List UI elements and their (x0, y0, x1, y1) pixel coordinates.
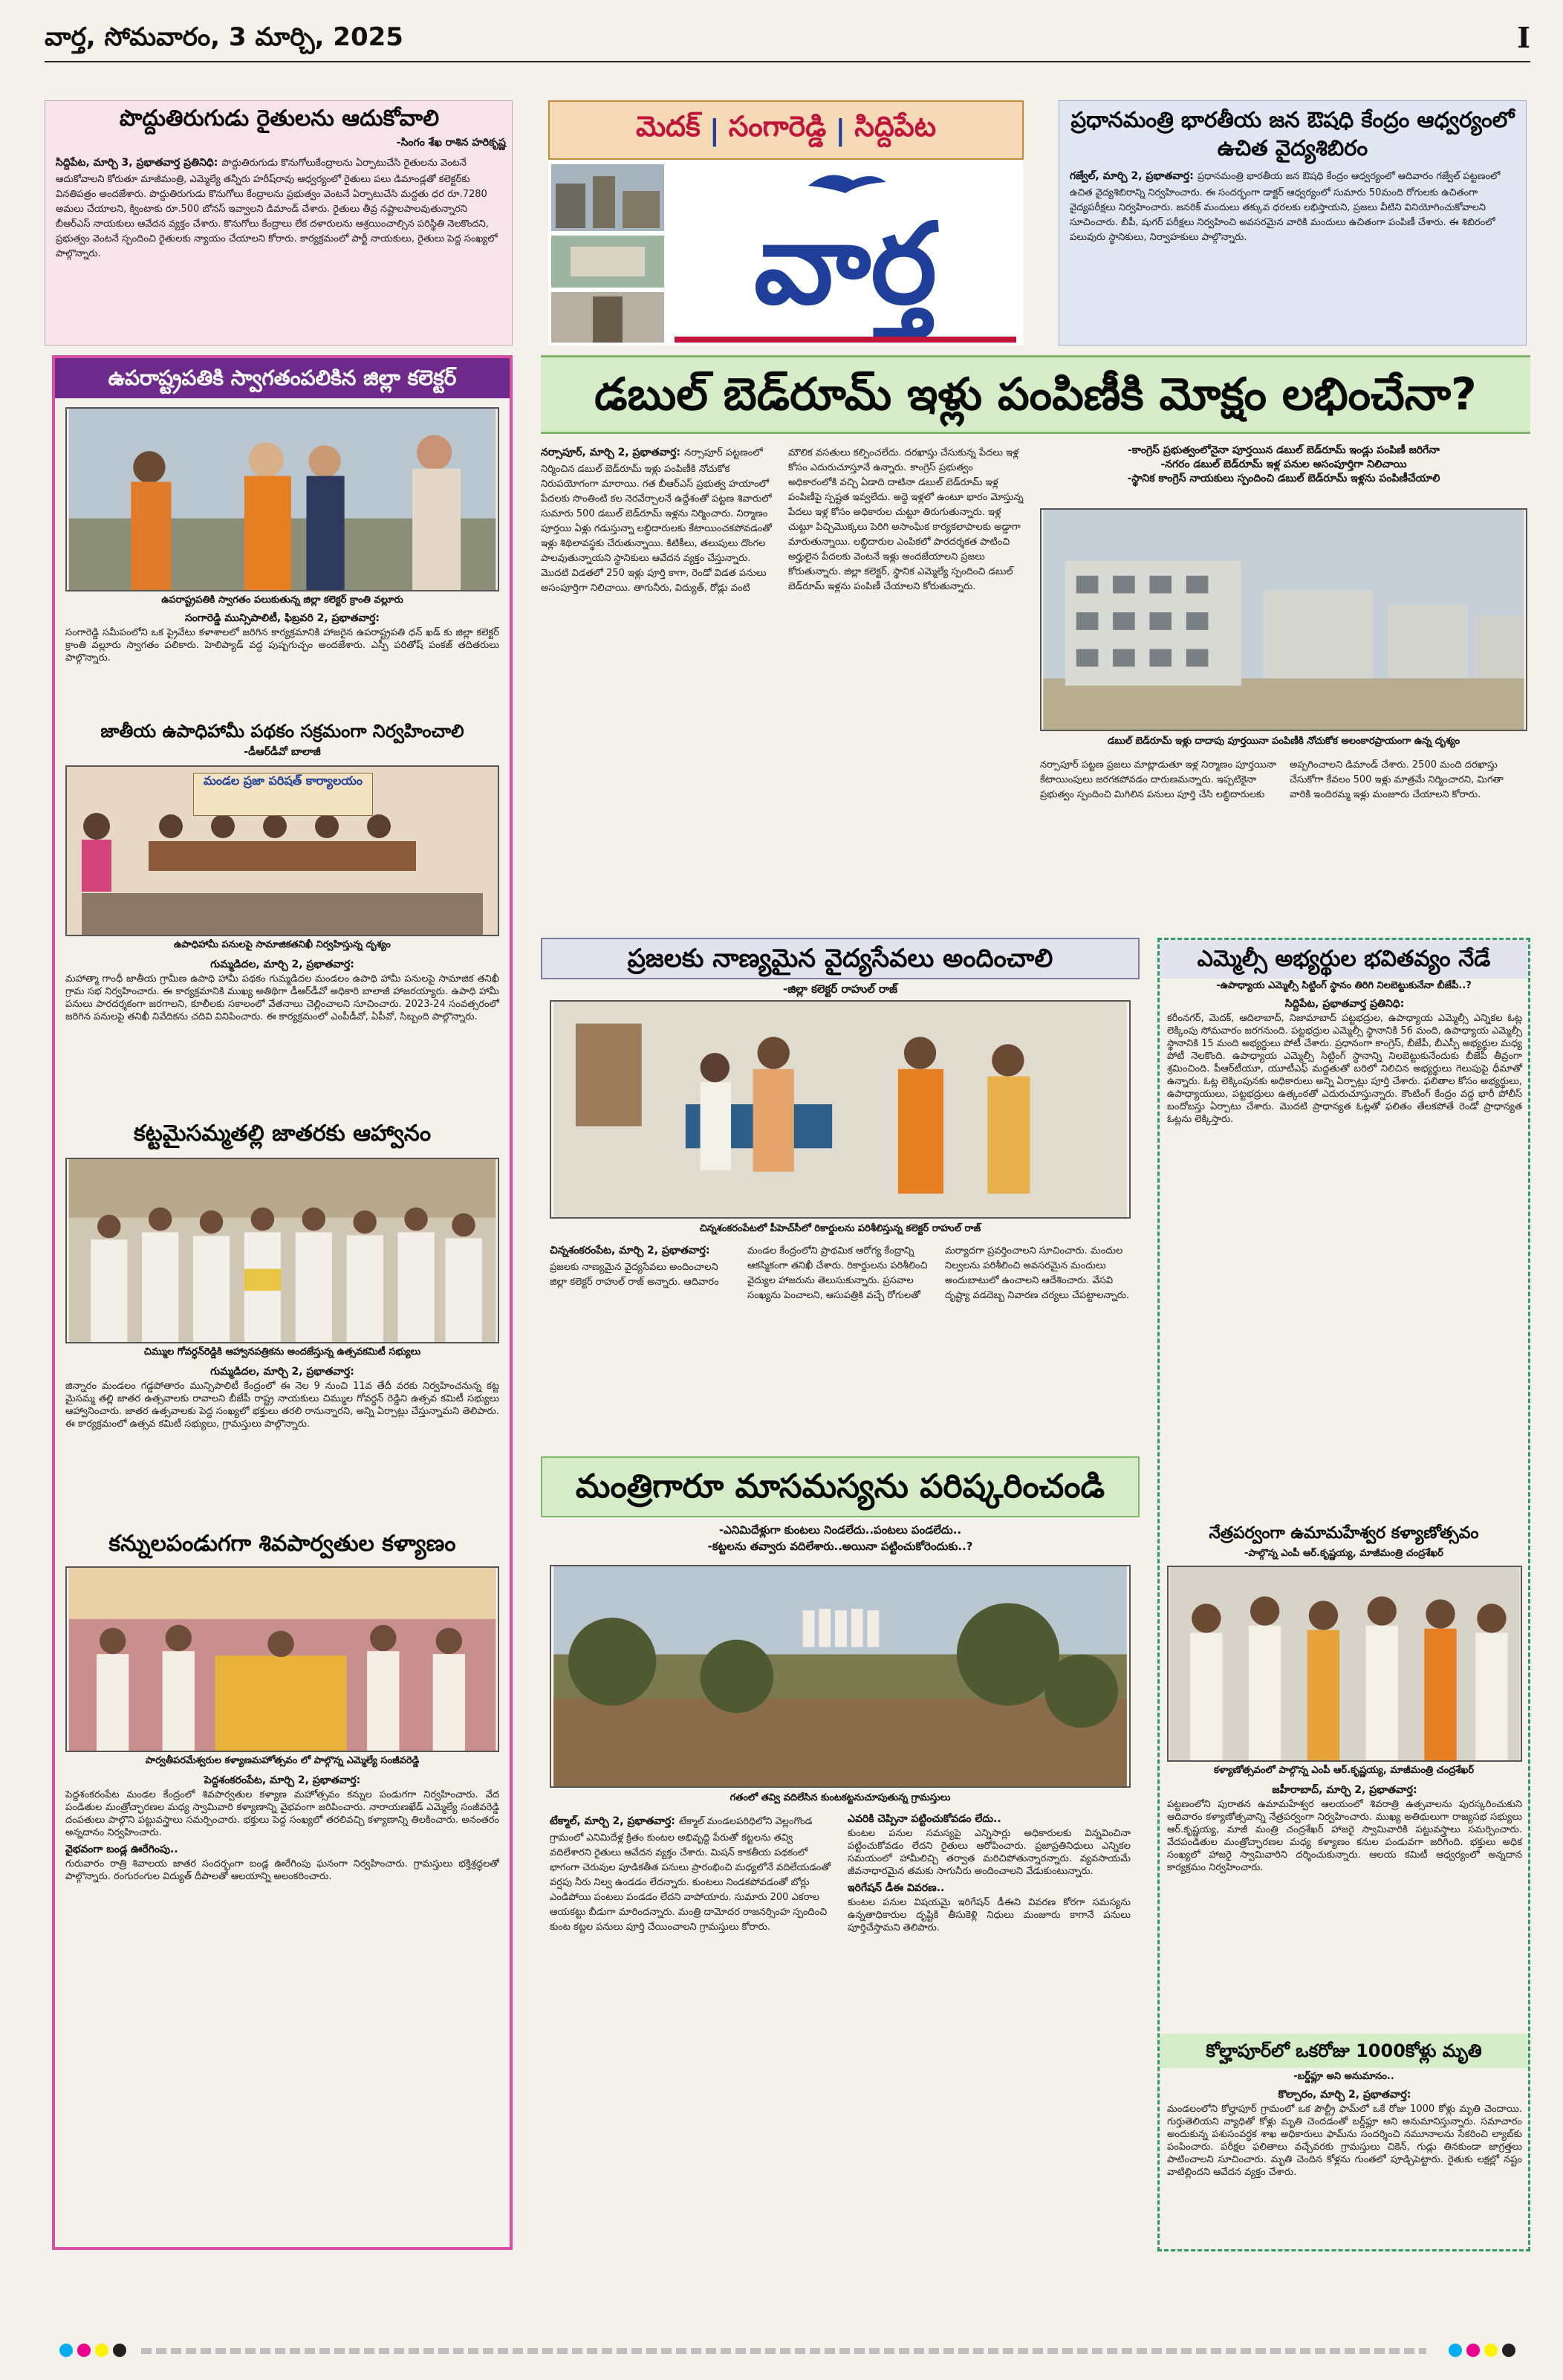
right-column (1157, 938, 1530, 2251)
headline: పొద్దుతిరుగుడు రైతులను ఆదుకోవాలి (119, 106, 440, 132)
dateline: గుమ్మడిదల, మార్చి 2, ప్రభాతవార్త: (210, 959, 354, 970)
headline-kalyanam: కన్నులపండుగగా శివపార్వతుల కళ్యాణం (108, 1531, 456, 1557)
body-text-3: నర్సాపూర్ పట్టణ ప్రజలు మాట్లాడుతూ ఇళ్ల నిర్మాణం పూర్తయినా కేటాయింపులు జరగకపోవడం దారుణమన్నారు. ఇప్పటికైనా ప్రభుత్వం స్పందించి మిగిలిన పనులు పూర్తి చేసి లబ్ధిదారులకు అప్పగించాలని డిమాండ్ చేశారు. 2500 మంది దరఖాస్తు చేసుకోగా కేవలం 500 ఇళ్లు మాత్రమే నిర్మించారని, మిగతా వారికి ఇందిరమ్మ ఇళ్లు మంజూరు చేయాలని కోరారు. (1040, 759, 1504, 800)
kicker-1: -ఎనిమిదేళ్లుగా కుంటలు నిండలేదు..పంటలు పండలేదు.. (718, 1523, 962, 1537)
byline: -పాల్గొన్న ఎంపీ ఆర్.కృష్ణయ్య, మాజీమంత్రి చంద్రశేఖర్ (1244, 1548, 1444, 1559)
photo-kalyanam (65, 1566, 499, 1752)
footer-rule (141, 2348, 1426, 2354)
body-text: మండలంలోని కోల్హాపూర్ గ్రామంలో ఒక పౌల్ట్రీ ఫామ్‌లో ఒకే రోజు 1000 కోళ్లు మృతి చెందాయి. గుర్తుతెలియని వ్యాధితో కోళ్లు మృతి చెందడంతో బర్డ్‌ఫ్లూ అని అనుమానిస్తున్నారు. సమాచారం అందుకున్న పశుసంవర్ధక శాఖ అధికారులు ఫామ్‌ను సందర్శించి నమూనాలను సేకరించి ల్యాబ్‌కు పంపించారు. పరీక్షల ఫలితాలు వచ్చేవరకు గ్రామస్తులు చికెన్, గుడ్లు తినకుండా జాగ్రత్తలు పాటించాలని సూచించారు. మృతి చెందిన కోళ్లను గుంతలో పూడ్చిపెట్టారు. రైతుకు లక్షల్లో నష్టం వాటిల్లిందని ఆవేదన వ్యక్తం చేశారు. (1167, 2104, 1522, 2178)
dateline: గజ్వేల్, మార్చి 2, ప్రభాతవార్త: (1070, 170, 1194, 182)
lead-banner (541, 355, 1530, 434)
minister-story (541, 1456, 1140, 2251)
masthead (548, 100, 1024, 346)
reg-dot-2 (77, 2344, 91, 2357)
headline: మంత్రిగారూ మాసమస్యను పరిష్కరించండి (541, 1456, 1140, 1517)
health-story (541, 938, 1140, 1309)
paper-logo: వార్త (753, 198, 938, 329)
reg-dot-4 (113, 2344, 126, 2357)
kicker-2: -కట్టలను తవ్వారు వదిలేశారు..అయినా పట్టించుకోరెందుకు..? (707, 1540, 973, 1553)
body-text: పెద్దశంకరంపేట మండల కేంద్రంలో శివపార్వతుల కళ్యాణ మహోత్సవం కన్నుల పండుగగా నిర్వహించారు. వేద పండితుల మంత్రోచ్ఛారణల మధ్య స్వామివారి కళ్యాణాన్ని వైభవంగా జరిపించారు. నారాయణఖేడ్ ఎమ్మెల్యే సంజీవరెడ్డి దంపతులు పాల్గొని పట్టువస్త్రాలు సమర్పించారు. భక్తులు పెద్ద సంఖ్యలో తరలివచ్చి కళ్యాణాన్ని తిలకించారు. అనంతరం అన్నదానం నిర్వహించారు. (65, 1789, 499, 1838)
byline: -సింగం శేఖ రాశిన హరికృష్ణ (396, 137, 506, 149)
kicker-2: -నగరం డబుల్ బెడ్‌రూమ్ ఇళ్ల పనుల అసంపూర్తిగా నిలిచాయి (1160, 458, 1407, 470)
body-text: పొద్దుతిరుగుడు కొనుగోలుకేంద్రాలను ఏర్పాటుచేసి రైతులను వెంటనే ఆదుకోవాలని కోరుతూ మాజీమంత్రి, ఎమ్మెల్యే తన్నీరు హరీష్‌రావు ఆధ్వర్యంలో రైతులు పలు డిమాండ్లతో కలెక్టర్‌కు వినతిపత్రం అందజేశారు. పొద్దుతిరుగుడు కొనుగోలు కేంద్రాలను ప్రభుత్వం వెంటనే ఏర్పాటుచేసి మద్దతు ధర రూ.7280 అమలు చేయాలని, క్వింటాకు రూ.500 బోనస్ ఇవ్వాలని డిమాండ్ చేశారు. రైతులు తీవ్ర నష్టాలపాలవుతున్నారని బీఆర్ఎస్ నాయకులు ఆవేదన వ్యక్తం చేశారు. కొనుగోలు కేంద్రాలు లేక దళారులను ఆశ్రయించాల్సిన పరిస్థితి నెలకొందని, ప్రభుత్వం వెంటనే స్పందించి రైతులకు న్యాయం చేయాలని కోరారు. కార్యక్రమంలో పార్టీ నాయకులు, రైతులు పెద్ద సంఖ్యలో పాల్గొన్నారు. (56, 158, 498, 259)
caption: చిమ్ముల గోవర్ధన్‌రెడ్డికి ఆహ్వానపత్రికను అందజేస్తున్న ఉత్సవకమిటీ సభ్యులు (143, 1346, 421, 1358)
body-text: పట్టణంలోని పురాతన ఉమామహేశ్వర ఆలయంలో శివరాత్రి ఉత్సవాలను పురస్కరించుకుని ఆదివారం కళ్యాణోత్సవాన్ని నేత్రపర్వంగా నిర్వహించారు. ముఖ్య అతిథులుగా రాజ్యసభ సభ్యులు ఆర్.కృష్ణయ్య, మాజీ మంత్రి చంద్రశేఖర్ హాజరై స్వామివారికి పట్టువస్త్రాలు సమర్పించారు. వేదపండితుల మంత్రోచ్ఛారణల మధ్య కళ్యాణం కనుల పండువగా జరిగింది. భక్తులు అధిక సంఖ్యలో హాజరై స్వామివారిని దర్శించుకున్నారు. ఆలయ కమిటీ ఆధ్వర్యంలో అన్నదాన కార్యక్రమం నిర్వహించారు. (1167, 1799, 1522, 1873)
caption: పార్వతీపరమేశ్వరుల కళ్యాణమహోత్సవం లో పాల్గొన్న ఎమ్మెల్యే సంజీవరెడ్డి (145, 1755, 420, 1766)
dateline: జహీరాబాద్, మార్చి 2, ప్రభాతవార్త: (1272, 1784, 1417, 1796)
body-text-2: కాంగ్రెస్ ప్రభుత్వం అధికారంలోకి వచ్చి ఏడాది దాటినా డబుల్ బెడ్‌రూమ్ ఇళ్ల పంపిణీపై స్పష్టత ఇవ్వలేదు. అద్దె ఇళ్లలో ఉంటూ భారం మోస్తున్న పేదలు ఇళ్ల కోసం అధికారుల చుట్టూ తిరుగుతున్నారు. ఇళ్ల చుట్టూ పిచ్చిమొక్కలు పెరిగి అసాంఘిక కార్యకలాపాలకు అడ్డాగా మారుతున్నాయి. లబ్ధిదారుల ఎంపికలో పారదర్శకత పాటించి అర్హులైన పేదలకు వెంటనే ఇళ్లు అందజేయాలని ప్రజలు కోరుతున్నారు. జిల్లా కలెక్టర్, స్థానిక ఎమ్మెల్యే స్పందించి డబుల్ బెడ్‌రూమ్ ఇళ్లను పంపిణీ చేయాలని కోరుతున్నారు. (788, 462, 1024, 592)
photo-jatara-invite (65, 1158, 499, 1343)
headline-wedding: నేత్రపర్వంగా ఉమామహేశ్వర కళ్యాణోత్సవం (1209, 1524, 1479, 1543)
body-text: నర్సాపూర్ పట్టణంలో నిర్మించిన డబుల్ బెడ్‌రూమ్ ఇళ్లు పంపిణీకి నోచుకోక నిరుపయోగంగా మారాయి. గత బీఆర్ఎస్ ప్రభుత్వ హయాంలో పేదలకు సొంతింటి కల నెరవేర్చాలనే ఉద్దేశంతో పట్టణ శివారులో సుమారు 500 డబుల్ బెడ్‌రూమ్ ఇళ్లను నిర్మించారు. నిర్మాణం పూర్తయి ఏళ్లు గడుస్తున్నా లబ్ధిదారులకు కేటాయించకపోవడంతో ఇళ్లు శిథిలావస్థకు చేరుతున్నాయి. కిటికీలు, తలుపులు దొంగల పాలవుతున్నాయని స్థానికులు ఆవేదన వ్యక్తం చేస్తున్నారు. మొదటి విడతలో 250 ఇళ్లు పూర్తి కాగా, రెండో విడత పనులు అసంపూర్తిగా నిలిచాయి. తాగునీరు, విద్యుత్, రోడ్లు వంటి మౌలిక వసతులు కల్పించలేదు. దరఖాస్తు చేసుకున్న పేదలు ఇళ్ల కోసం ఎదురుచూస్తూనే ఉన్నారు. (541, 447, 1019, 594)
lead-headline: డబుల్ బెడ్‌రూమ్ ఇళ్లు పంపిణీకి మోక్షం లభించేనా? (594, 369, 1477, 421)
office-board: మండల ప్రజా పరిషత్ కార్యాలయం (193, 773, 373, 816)
headline-collector: ఉపరాష్ట్రపతికి స్వాగతంపలికిన జిల్లా కలెక్టర్ (55, 358, 510, 398)
byline: -బర్డ్‌ఫ్లూ అని అనుమానం.. (1293, 2071, 1394, 2082)
dateline: టేక్మాల్, మార్చి 2, ప్రభాతవార్త: (550, 1815, 675, 1827)
reg-dot-5 (1449, 2344, 1462, 2357)
body-text: కరీంనగర్, మెదక్, ఆదిలాబాద్, నిజామాబాద్ పట్టభద్రుల, ఉపాధ్యాయ ఎమ్మెల్సీ ఎన్నికల ఓట్ల లెక్కింపు సోమవారం జరగనుంది. పట్టభద్రుల ఎమ్మెల్సీ స్థానానికి 56 మంది, ఉపాధ్యాయ ఎమ్మెల్సీ స్థానానికి 15 మంది అభ్యర్థులు పోటీ చేశారు. ప్రధానంగా కాంగ్రెస్, బీజేపీ, బీఎస్పీ అభ్యర్థుల మధ్య పోటీ నెలకొంది. ఉపాధ్యాయ ఎమ్మెల్సీ సిట్టింగ్ స్థానాన్ని నిలబెట్టుకునేందుకు బీజేపీ తీవ్రంగా శ్రమించింది. పీఆర్‌టీయూ, యూటీఎఫ్ మద్దతుతో బరిలో నిలిచిన అభ్యర్థులు గెలుపుపై ధీమాతో ఉన్నారు. ఓట్ల లెక్కింపునకు అధికారులు అన్ని ఏర్పాట్లు పూర్తి చేశారు. ఫలితాల కోసం అభ్యర్థులు, ఉపాధ్యాయులు, పట్టభద్రులు ఉత్కంఠతో ఎదురుచూస్తున్నారు. కౌంటింగ్ కేంద్రం వద్ద భారీ పోలీస్ బందోబస్తు ఏర్పాటు చేశారు. మొదటి ప్రాధాన్యత ఓట్లతో ఫలితం తేలకపోతే రెండో ప్రాధాన్యత ఓట్లను లెక్కిస్తారు. (1167, 1013, 1522, 1125)
headline-mlc: ఎమ్మెల్సీ అభ్యర్థుల భవితవ్యం నేడే (1160, 940, 1528, 979)
photo-phc-inspection (550, 1000, 1131, 1219)
dateline: చిన్నశంకరంపేట, మార్చి 2, ప్రభాతవార్త: (550, 1245, 710, 1257)
headline-nrega: జాతీయ ఉపాధిహామీ పథకం సక్రమంగా నిర్వహించాలి (100, 721, 464, 742)
caption: ఉపాధిహామీ పనులపై సామాజికతనిఖీ నిర్వహిస్తున్న దృశ్యం (174, 939, 391, 950)
reg-dot-3 (95, 2344, 108, 2357)
lead-body (541, 444, 1024, 905)
caption: ఉపరాష్ట్రపతికి స్వాగతం పలుకుతున్న జిల్లా కలెక్టర్ క్రాంతి వల్లూరు (161, 594, 403, 606)
byline: -డీఆర్‌డీవో బాలాజీ (244, 746, 321, 758)
body-text: ప్రజలకు నాణ్యమైన వైద్యసేవలు అందించాలని జిల్లా కలెక్టర్ రాహుల్ రాజ్ అన్నారు. ఆదివారం మండల కేంద్రంలోని ప్రాథమిక ఆరోగ్య కేంద్రాన్ని ఆకస్మికంగా తనిఖీ చేశారు. రికార్డులను పరిశీలించి వైద్యుల హాజరును తెలుసుకున్నారు. ప్రసవాల సంఖ్యను పెంచాలని, ఆసుపత్రికి వచ్చే రోగులతో మర్యాదగా ప్రవర్తించాలని సూచించారు. మందుల నిల్వలను పరిశీలించి అవసరమైన మందులు అందుబాటులో ఉంచాలని ఆదేశించారు. వేసవి దృష్ట్యా వడదెబ్బ నివారణ చర్యలు చేపట్టాలన్నారు. (550, 1245, 1130, 1301)
dateline: పెద్దశంకరంపేట, మార్చి 2, ప్రభాతవార్త: (204, 1774, 361, 1786)
photo-social-audit (65, 765, 499, 936)
page-dateline: వార్త, సోమవారం, 3 మార్చి, 2025 (45, 22, 403, 52)
reg-dot-7 (1484, 2344, 1498, 2357)
kicker: -ఉపాధ్యాయ ఎమ్మెల్సీ సిట్టింగ్ స్థానం తిరిగి నిలబెట్టుకునేనా బీజేపీ..? (1216, 980, 1472, 991)
district-sangareddy: సంగారెడ్డి (728, 110, 827, 143)
caption: డబుల్ బెడ్‌రూమ్ ఇళ్లు దాదాపు పూర్తయినా పంపిణీకి నోచుకోక అలంకారప్రాయంగా ఉన్న దృశ్యం (1107, 736, 1460, 747)
page-number: I (1517, 21, 1530, 54)
dateline: సిద్దిపేట, ప్రభాతవార్త ప్రతినిధి: (1284, 998, 1405, 1010)
photo-pond-bund (550, 1565, 1131, 1788)
byline: -జిల్లా కలెక్టర్ రాహుల్ రాజ్ (782, 982, 898, 996)
caption: గతంలో తవ్వి వదిలేసిన కుంటకట్టనుచూపుతున్న గ్రామస్తులు (729, 1792, 951, 1803)
subhead: వైభవంగా బండ్ల ఊరేగింపు.. (65, 1844, 178, 1855)
top-right-story (1059, 100, 1527, 346)
reg-dot-6 (1466, 2344, 1480, 2357)
district-medak: మెదక్ (635, 110, 701, 143)
masthead-photos (548, 161, 667, 346)
subhead-1: ఎవరికి చెప్పినా పట్టించుకోవడం లేదు.. (848, 1813, 1001, 1825)
dateline: కొల్చారం, మార్చి 2, ప్రభాతవార్త: (1278, 2089, 1411, 2101)
top-left-story (45, 100, 513, 346)
body-text: సంగారెడ్డి సమీపంలోని ఒక ప్రైవేటు కళాశాలలో జరిగిన కార్యక్రమానికి హాజరైన ఉపరాష్ట్రపతి ధన్ ఖడ్ కు జిల్లా కలెక్టర్ క్రాంతి వల్లూరు స్వాగతం పలికారు. హెలిప్యాడ్ వద్ద పుష్పగుచ్ఛం అందజేశారు. ఎస్పీ పరితోష్ పంకజ్ తదితరులు పాల్గొన్నారు. (65, 627, 499, 664)
left-column (52, 355, 513, 2250)
dateline: సంగారెడ్డి మున్సిపాలిటీ, ఫిబ్రవరి 2, ప్రభాతవార్త: (184, 612, 380, 624)
kicker-1: -కాంగ్రెస్ ప్రభుత్వంలోనైనా పూర్తయిన డబుల్ బెడ్‌రూమ్ ఇండ్లు పంపిణీ జరిగేనా (1128, 444, 1440, 456)
body-text-3: కుంటల పనుల విషయమై ఇరిగేషన్ డీఈని వివరణ కోరగా సమస్యను ఉన్నతాధికారుల దృష్టికి తీసుకెళ్లి నిధులు మంజూరు కాగానే పనులు పూర్తిచేస్తామని తెలిపారు. (848, 1897, 1131, 1933)
dateline: నర్సాపూర్, మార్చి 2, ప్రభాతవార్త: (541, 447, 680, 458)
lead-body-right (1040, 756, 1527, 905)
headline: ప్రజలకు నాణ్యమైన వైద్యసేవలు అందించాలి (541, 938, 1140, 979)
headline: ప్రధానమంత్రి భారతీయ జన ఔషధి కేంద్రం ఆధ్వర్యంలో ఉచిత వైద్యశిబిరం (1070, 107, 1515, 160)
subhead-2: ఇరిగేషన్ డీఈ వివరణ.. (848, 1882, 945, 1894)
lead-kickers (1040, 444, 1527, 504)
kicker-3: -స్థానిక కాంగ్రెస్ నాయకులు స్పందించి డబుల్ బెడ్‌రూమ్ ఇళ్లను పంపిణీచేయాలి (1127, 473, 1440, 484)
body-text-2: గురువారం రాత్రి శివాలయ జాతర సందర్భంగా బండ్ల ఊరేగింపు ఘనంగా నిర్వహించారు. గ్రామస్తులు భక్తిశ్రద్ధలతో పాల్గొన్నారు. రంగురంగుల విద్యుత్ దీపాలతో ఆలయాన్ని అలంకరించారు. (65, 1858, 499, 1882)
minister-body (550, 1813, 1131, 2251)
dateline: సిద్దిపేట, మార్చి 3, ప్రభాతవార్త ప్రతినిధి: (56, 157, 218, 169)
logo-underline (675, 337, 1016, 343)
photo-double-bedroom (1040, 508, 1527, 731)
photo-wedding (1167, 1566, 1522, 1762)
body-text: మహాత్మా గాంధీ జాతీయ గ్రామీణ ఉపాధి హామీ పథకం గుమ్మడిదల మండలం ఉపాధి హామీ పనులపై సామాజిక తనిఖీ గ్రామ సభ నిర్వహించారు. ఈ కార్యక్రమానికి ముఖ్య అతిథిగా డీఆర్‌డీవో అధికారి బాలాజీ హాజరయ్యారు. ఉపాధి హామీ పనులు పారదర్శకంగా జరగాలని, కూలీలకు సకాలంలో వేతనాలు చెల్లించాలని సూచించారు. 2023-24 సంవత్సరంలో జరిగిన పనులపై తనిఖీ నివేదికను చదివి వినిపించారు. ఈ కార్యక్రమంలో ఎంపీడీవో, ఏపీవో, సిబ్బంది పాల్గొన్నారు. (65, 973, 499, 1022)
caption: చిన్నశంకరంపేటలో పీహెచ్‌సీలో రికార్డులను పరిశీలిస్తున్న కలెక్టర్ రాహుల్ రాజ్ (699, 1223, 981, 1234)
body-text: టేక్మాల్ మండలపరిధిలోని వెల్లంగొండ గ్రామంలో ఎనిమిదేళ్ల క్రితం కుంటల అభివృద్ధి పేరుతో కట్టలను తవ్వి వదిలేశారని రైతులు ఆవేదన వ్యక్తం చేశారు. మిషన్ కాకతీయ పథకంలో భాగంగా చెరువుల పూడికతీత పనులు ప్రారంభించి మధ్యలోనే వదిలేయడంతో వర్షపు నీరు నిల్వ ఉండడం లేదన్నారు. కుంటలు నిండకపోవడంతో బోర్లు ఎండిపోయి పంటలు పండడం లేదని వాపోయారు. సుమారు 200 ఎకరాల ఆయకట్టు బీడుగా మారిందన్నారు. మంత్రి దామోదర రాజనర్సింహ స్పందించి కుంట కట్టల పనులు పూర్తి చేయించాలని గ్రామస్తులు కోరారు. (550, 1816, 831, 1933)
district-strip: మెదక్ | సంగారెడ్డి | సిద్దిపేట (548, 100, 1024, 160)
photo-vice-president (65, 407, 499, 591)
headline-jatara: కట్టమైసమ్మతల్లి జాతరకు ఆహ్వానం (133, 1121, 432, 1147)
body-text-2: కుంటల పనుల సమస్యపై ఎన్నిసార్లు అధికారులకు విన్నవించినా పట్టించుకోవడం లేదని రైతులు ఆరోపించారు. ప్రజాప్రతినిధులు ఎన్నికల సమయంలో హామీలిచ్చి తర్వాత మరిచిపోతున్నారన్నారు. వ్యవసాయమే జీవనాధారమైన తమకు సాగునీరు అందించాలని వేడుకుంటున్నారు. (848, 1828, 1131, 1877)
dateline: గుమ్మడిదల, మార్చి 2, ప్రభాతవార్త: (210, 1366, 354, 1378)
reg-dot-8 (1502, 2344, 1515, 2357)
reg-dot-1 (59, 2344, 73, 2357)
district-siddipet: సిద్దిపేట (854, 110, 937, 143)
body-text: జిన్నారం మండలం గడ్డపోతారం మున్సిపాలిటీ కేంద్రంలో ఈ నెల 9 నుంచి 11వ తేదీ వరకు నిర్వహించనున్న కట్ట మైసమ్మ తల్లి జాతర ఉత్సవాలకు రావాలని బీజేపీ రాష్ట్ర నాయకులు చిమ్ముల గోవర్ధన్ రెడ్డిని ఉత్సవ కమిటీ సభ్యులు ఆహ్వానించారు. జాతర ఉత్సవాలకు పెద్ద సంఖ్యలో భక్తులు తరలి రానున్నారని, అన్ని ఏర్పాట్లు చేస్తున్నామని తెలిపారు. ఈ కార్యక్రమంలో ఉత్సవ కమిటీ సభ్యులు, గ్రామస్తులు పాల్గొన్నారు. (65, 1381, 499, 1430)
footer-registration (45, 2341, 1530, 2363)
body-text: ప్రధానమంత్రి భారతీయ జన ఔషధి కేంద్రం ఆధ్వర్యంలో ఆదివారం గజ్వేల్ పట్టణంలో ఉచిత వైద్యశిబిరాన్ని నిర్వహించారు. ఈ సందర్భంగా డాక్టర్ ఆధ్వర్యంలో సుమారు 50మంది రోగులకు ఉచితంగా వైద్యపరీక్షలు నిర్వహించారు. జనరిక్ మందులు తక్కువ ధరలకు లభిస్తాయని, ప్రజలు వీటిని వినియోగించుకోవాలని సూచించారు. బీపీ, షుగర్ పరీక్షలు నిర్వహించి అవసరమైన వారికి మందులు ఉచితంగా పంపిణీ చేశారు. ఈ శిబిరంలో పలువురు స్థానికులు, నిర్వాహకులు పాల్గొన్నారు. (1070, 171, 1501, 243)
headline-kolhapur: కోల్హాపూర్‌లో ఒకరోజు 1000కోళ్లు మృతి (1160, 2034, 1528, 2068)
caption: కళ్యాణోత్సవంలో పాల్గొన్న ఎంపీ ఆర్.కృష్ణయ్య, మాజీమంత్రి చంద్రశేఖర్ (1213, 1765, 1475, 1776)
